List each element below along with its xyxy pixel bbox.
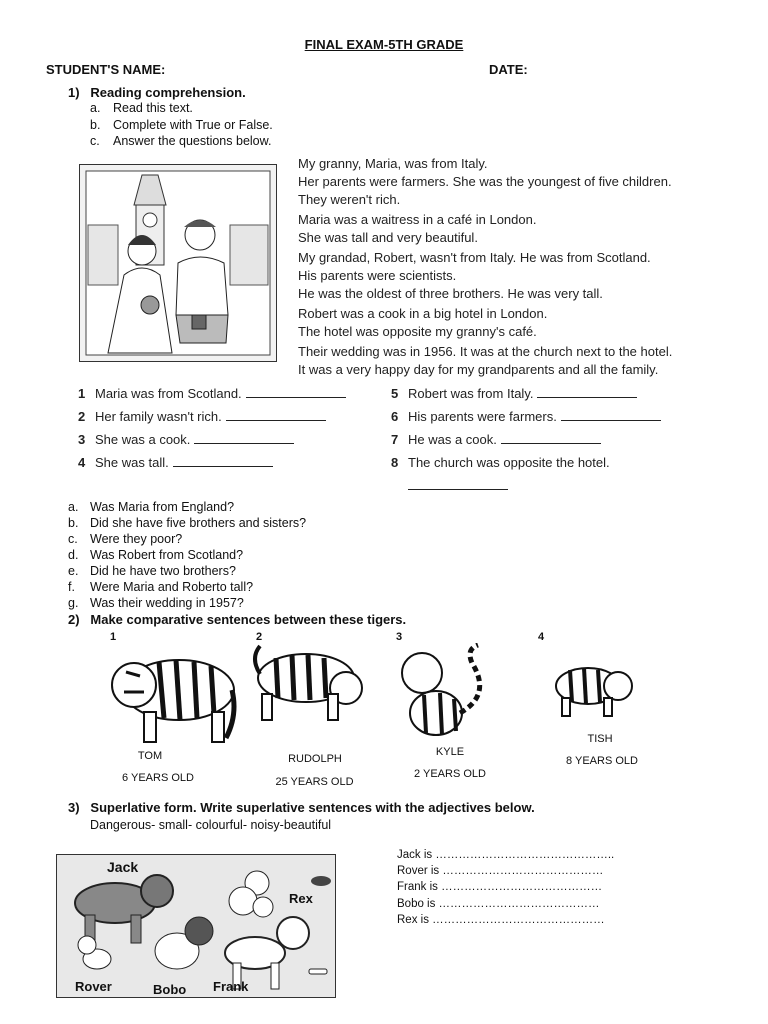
tiger-number: 1 — [110, 631, 117, 643]
couple-drawing-icon — [80, 165, 276, 361]
instruction-item: a. Read this text. — [90, 101, 193, 115]
section3-heading: 3) Superlative form. Write superlative sentences with the adjectives below. — [68, 800, 535, 815]
instruction-item: b. Complete with True or False. — [90, 117, 273, 132]
fill-line-bobo[interactable]: Bobo is …………………………………… — [397, 897, 600, 910]
dogs-illustration — [56, 854, 336, 998]
tiger-name: RUDOLPH — [288, 753, 342, 765]
question-item: d. Was Robert from Scotland? — [68, 548, 244, 562]
answer-blank[interactable] — [561, 419, 661, 421]
student-name-label: STUDENT'S NAME: — [46, 62, 166, 77]
story-line: My granny, Maria, was from Italy. — [298, 156, 488, 171]
answer-blank[interactable] — [537, 396, 637, 398]
tiger-tom-icon — [104, 630, 239, 748]
tf-item: 3 She was a cook. — [78, 432, 378, 455]
fill-line-jack[interactable]: Jack is ……………………………………….. — [397, 849, 615, 861]
story-line: Robert was a cook in a big hotel in London. — [298, 306, 548, 321]
story-line: Maria was a waitress in a café in London. — [298, 212, 537, 227]
question-item: f. Were Maria and Roberto tall? — [68, 580, 254, 594]
tf-item: 1 Maria was from Scotland. — [78, 386, 378, 409]
tiger-tish-icon — [548, 652, 636, 720]
question-item: c. Were they poor? — [68, 532, 183, 546]
story-line: His parents were scientists. — [298, 268, 457, 283]
story-line: The hotel was opposite my granny's café. — [298, 324, 537, 339]
true-false-left — [78, 386, 378, 478]
story-line: Her parents were farmers. She was the youngest of five children. — [298, 174, 672, 189]
story-line: Their wedding was in 1956. It was at the church next to the hotel. — [298, 344, 673, 359]
story-line: My grandad, Robert, wasn't from Italy. He was from Scotland. — [298, 250, 651, 265]
answer-blank[interactable] — [501, 442, 601, 444]
question-item: a. Was Maria from England? — [68, 500, 235, 514]
story-line: They weren't rich. — [298, 192, 401, 207]
reading-text — [298, 155, 718, 379]
dog-label-rover: Rover — [75, 979, 112, 994]
tiger-number: 3 — [396, 631, 403, 643]
answer-blank[interactable] — [226, 419, 326, 421]
wedding-illustration — [79, 164, 277, 362]
tiger-number: 2 — [256, 631, 263, 643]
answer-blank[interactable] — [173, 465, 273, 467]
story-line: He was the oldest of three brothers. He was very tall. — [298, 286, 603, 301]
tiger-age: 2 YEARS OLD — [414, 768, 486, 780]
tf-item: 4 She was tall. — [78, 455, 378, 478]
question-item: b. Did she have five brothers and sisters? — [68, 516, 307, 530]
section1-heading: 1) Reading comprehension. — [68, 85, 246, 100]
dog-label-frank: Frank — [213, 979, 249, 994]
story-line: It was a very happy day for my grandparents and all the family. — [298, 362, 659, 377]
section2-heading: 2) Make comparative sentences between these tigers. — [68, 612, 407, 627]
instruction-item: c. Answer the questions below. — [90, 134, 272, 148]
question-item: g. Was their wedding in 1957? — [68, 596, 244, 610]
tf-item: 8 The church was opposite the hotel. — [391, 455, 610, 470]
tiger-age: 6 YEARS OLD — [122, 772, 194, 784]
question-item: e. Did he have two brothers? — [68, 564, 236, 578]
fill-line-rex[interactable]: Rex is ……………………………………… — [397, 913, 605, 926]
tiger-age: 25 YEARS OLD — [275, 776, 354, 788]
fill-line-frank[interactable]: Frank is …………………………………… — [397, 881, 603, 894]
superlative-lines — [397, 849, 614, 930]
tiger-name: TOM — [137, 750, 163, 762]
tf-item: 2 Her family wasn't rich. — [78, 409, 378, 432]
dog-label-bobo: Bobo — [153, 982, 187, 997]
instructions-list — [90, 101, 273, 151]
tf-item: 5 Robert was from Italy. — [391, 386, 731, 409]
story-line: She was tall and very beautiful. — [298, 230, 478, 245]
answer-blank[interactable] — [246, 396, 346, 398]
fill-line-rover[interactable]: Rover is …………………………………… — [397, 865, 604, 878]
tiger-kyle-icon — [396, 643, 492, 739]
tf-item: 6 His parents were farmers. — [391, 409, 731, 432]
dog-label-jack: Jack — [107, 859, 139, 875]
true-false-right — [391, 386, 731, 496]
tf-item-continuation — [391, 478, 731, 496]
tf-item: 7 He was a cook. — [391, 432, 731, 455]
dogs-drawing-icon — [57, 855, 335, 997]
exam-title: FINAL EXAM-5TH GRADE — [304, 37, 464, 52]
dog-label-rex: Rex — [289, 891, 313, 906]
tiger-age: 8 YEARS OLD — [566, 755, 638, 767]
tiger-name: KYLE — [435, 746, 465, 758]
tiger-rudolph-icon — [248, 638, 368, 724]
questions-list — [68, 500, 306, 612]
tiger-number: 4 — [538, 631, 545, 643]
adjectives-list: Dangerous- small- colourful- noisy-beautiful — [90, 818, 332, 832]
answer-blank[interactable] — [194, 442, 294, 444]
date-label: DATE: — [489, 62, 528, 77]
answer-blank[interactable] — [408, 488, 508, 490]
tiger-name: TISH — [587, 733, 613, 745]
